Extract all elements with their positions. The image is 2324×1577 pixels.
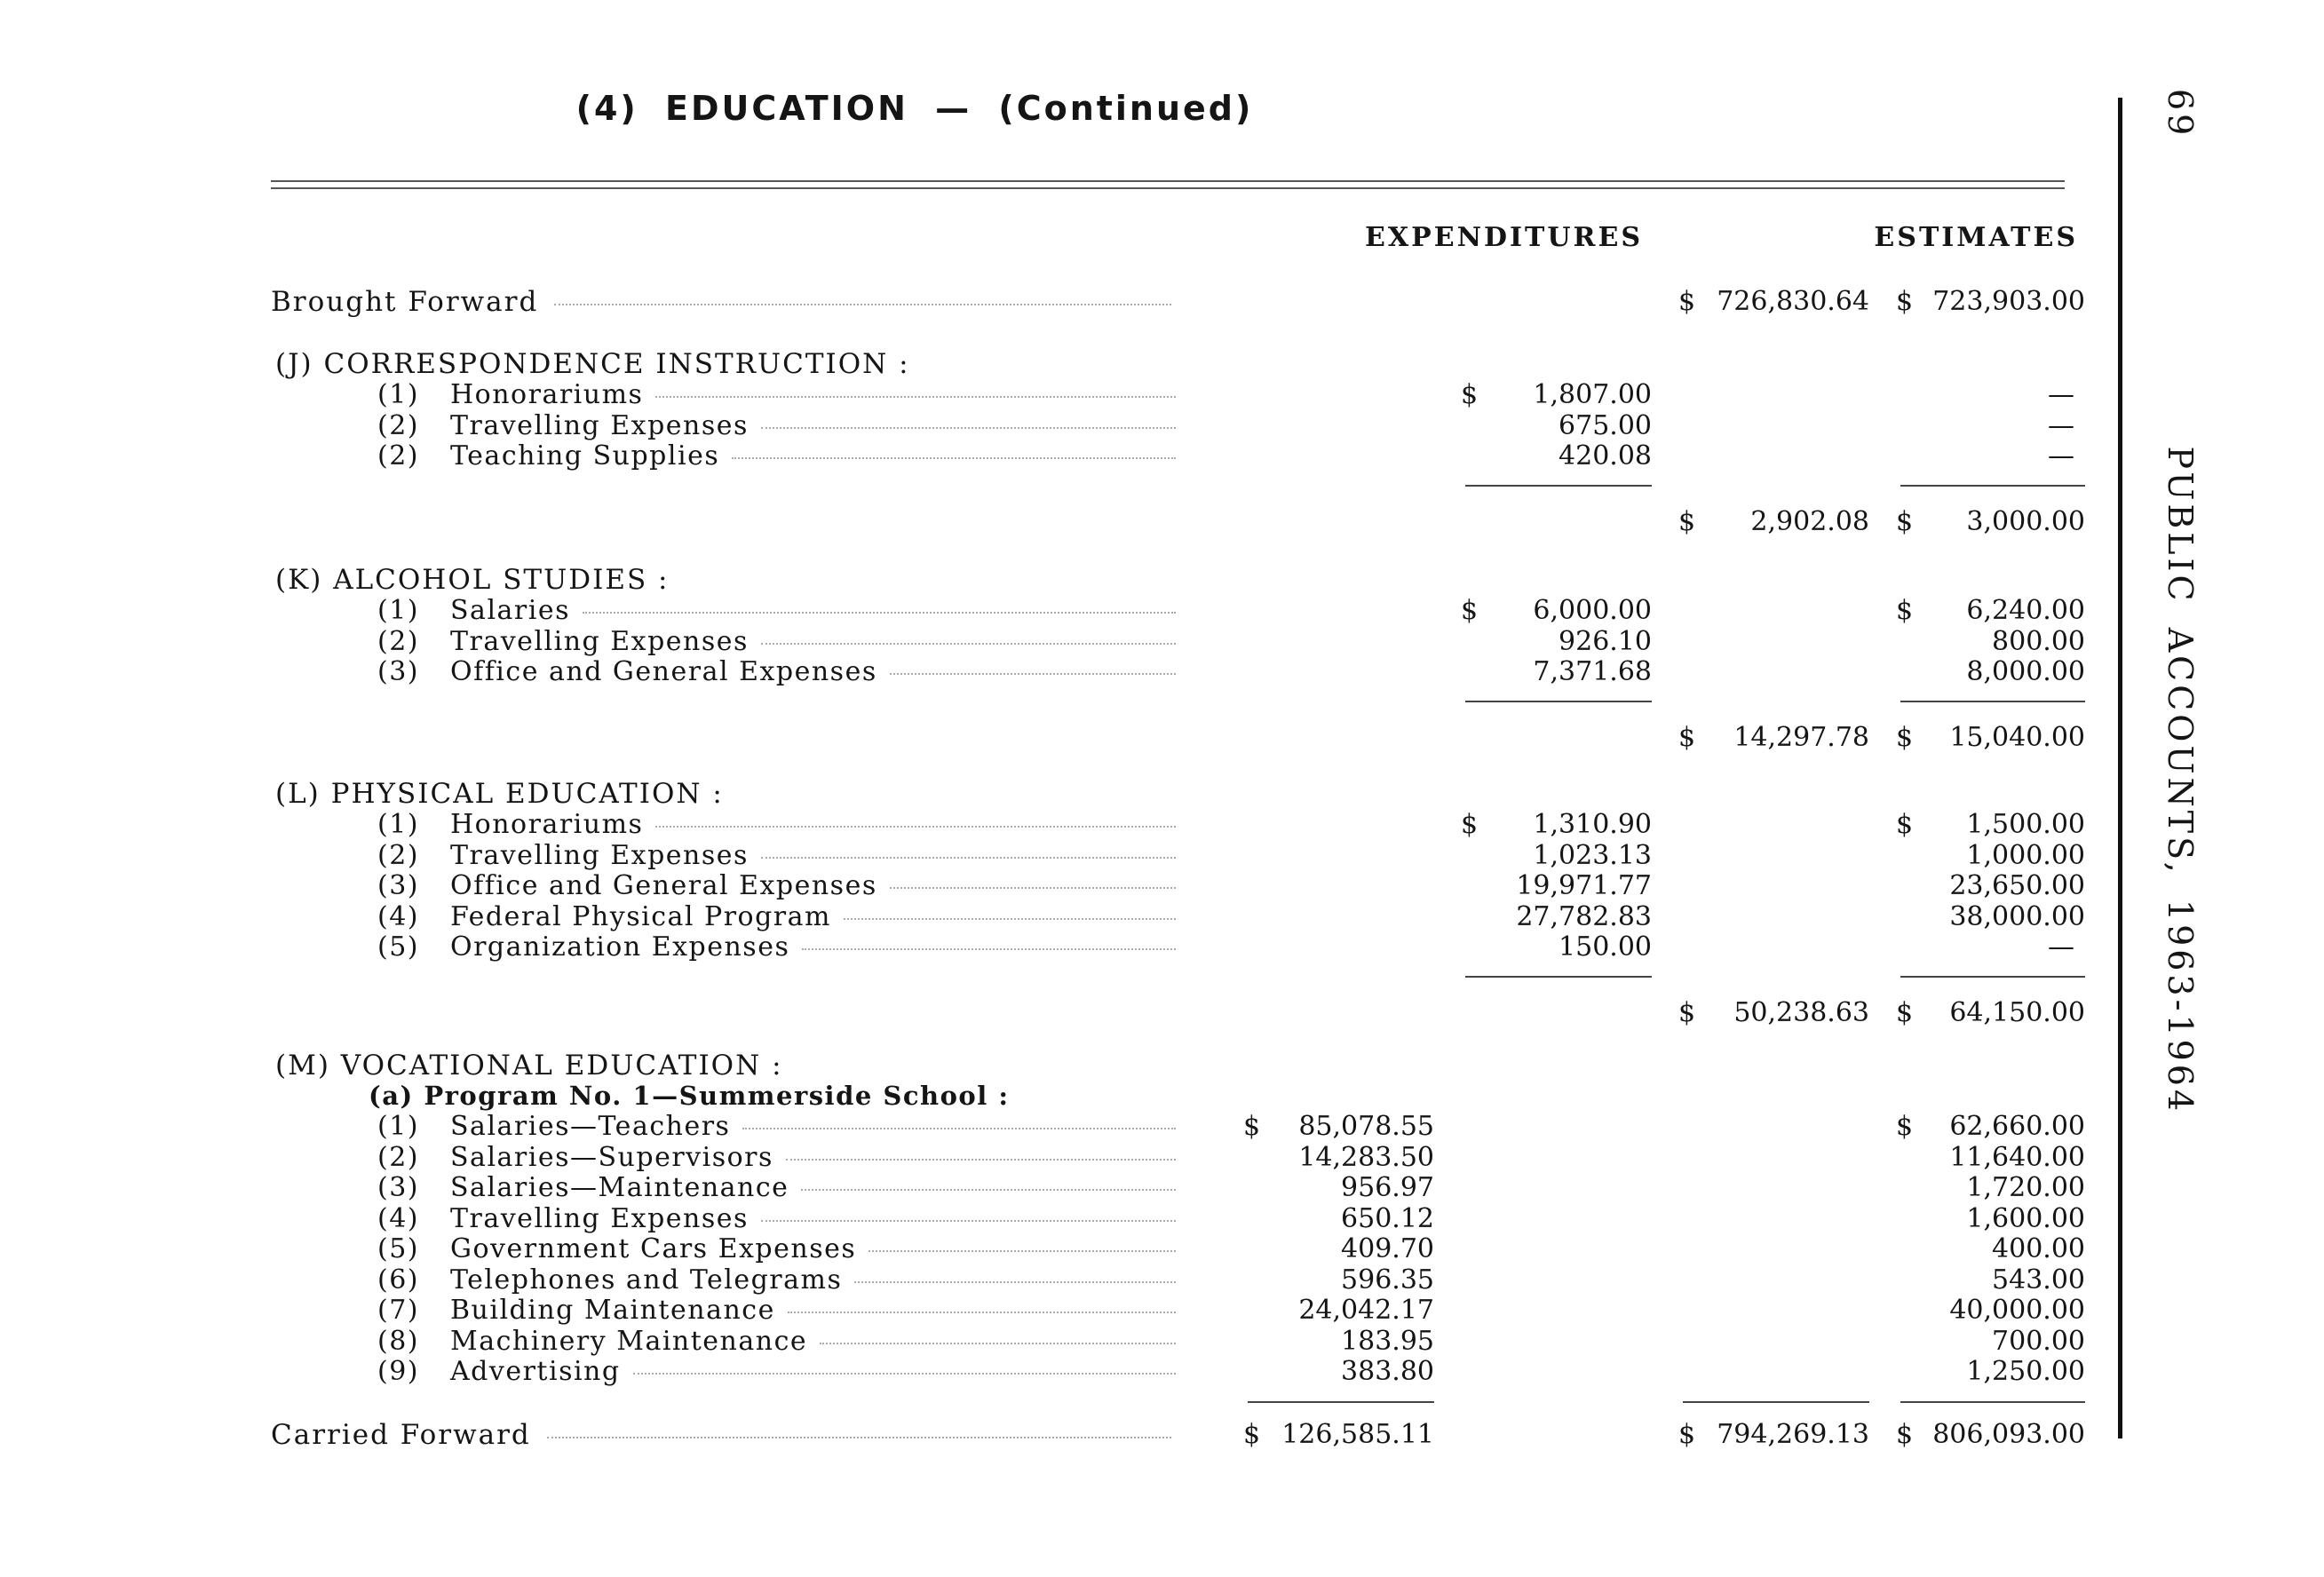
currency-sign: $	[1896, 506, 1914, 537]
item-label: Advertising	[450, 1356, 621, 1387]
leader-dots	[890, 887, 1176, 889]
line-amount: 1,023.13	[1533, 840, 1652, 871]
line-estimate: 6,240.00	[1966, 595, 2085, 626]
total-rule	[1900, 701, 2085, 702]
label-row	[377, 1109, 1181, 1145]
currency-sign: $	[1461, 809, 1479, 840]
section-estimate-total: 3,000.00	[1966, 506, 2085, 537]
currency-sign: $	[1243, 1111, 1261, 1142]
currency-sign: $	[1896, 286, 1914, 317]
total-rule	[1465, 976, 1652, 978]
leader-dots	[844, 918, 1176, 920]
item-label: Honorariums	[450, 809, 644, 840]
item-number: (4)	[377, 901, 419, 932]
line-estimate: 40,000.00	[1949, 1295, 2085, 1326]
running-header-text: PUBLIC ACCOUNTS, 1963-1964	[2161, 446, 2200, 1115]
line-item-label	[377, 654, 1181, 690]
line-amount: 7,371.68	[1533, 656, 1652, 687]
section-total: 14,297.78	[1733, 722, 1869, 753]
item-number: (2)	[377, 840, 419, 871]
item-number: (1)	[377, 379, 419, 410]
item-label: Travelling Expenses	[450, 410, 749, 441]
header-rule	[271, 180, 2065, 182]
carried-forward-estimate: 806,093.00	[1932, 1419, 2085, 1450]
leader-dots	[761, 857, 1176, 859]
leader-dots	[869, 1250, 1176, 1252]
item-label: Government Cars Expenses	[450, 1233, 857, 1264]
item-number: (3)	[377, 656, 419, 687]
line-amount: 27,782.83	[1516, 901, 1652, 932]
line-item-label	[377, 930, 1181, 965]
item-number: (3)	[377, 1172, 419, 1203]
leader-dots	[655, 396, 1176, 398]
label-row	[377, 654, 1181, 690]
total-rule	[1683, 1401, 1869, 1403]
item-number: (2)	[377, 410, 419, 441]
line-amount: 383.80	[1341, 1356, 1434, 1387]
total-rule	[1900, 976, 2085, 978]
currency-sign: $	[1678, 1419, 1696, 1450]
line-amount: 956.97	[1341, 1172, 1434, 1203]
item-number: (9)	[377, 1356, 419, 1387]
leader-dots	[633, 1373, 1176, 1375]
label-row	[377, 868, 1181, 904]
line-item-label	[377, 439, 1181, 474]
line-estimate: 800.00	[1992, 626, 2085, 657]
section-estimate-total: 15,040.00	[1949, 722, 2085, 753]
line-estimate: 400.00	[1992, 1233, 2085, 1264]
item-label: Telephones and Telegrams	[450, 1264, 843, 1296]
leader-dots	[554, 304, 1171, 305]
leader-dots	[761, 1220, 1176, 1222]
column-header-expenditures: EXPENDITURES	[1365, 222, 1643, 253]
item-number: (1)	[377, 809, 419, 840]
line-estimate: 1,500.00	[1966, 809, 2085, 840]
line-amount: 150.00	[1559, 931, 1652, 963]
line-amount: 420.08	[1559, 440, 1652, 472]
section-heading: (K) ALCOHOL STUDIES :	[275, 564, 670, 596]
label-row	[377, 1232, 1181, 1267]
currency-sign: $	[1461, 595, 1479, 626]
line-amount: 183.95	[1341, 1326, 1434, 1357]
line-estimate: 1,720.00	[1966, 1172, 2085, 1203]
line-amount: 24,042.17	[1298, 1295, 1434, 1326]
item-label: Travelling Expenses	[450, 840, 749, 871]
section-heading: (M) VOCATIONAL EDUCATION :	[275, 1050, 783, 1082]
label-row	[377, 1354, 1181, 1390]
label-row	[377, 1293, 1181, 1328]
line-estimate: —	[2048, 379, 2074, 410]
item-number: (7)	[377, 1295, 419, 1326]
currency-sign: $	[1896, 809, 1914, 840]
line-estimate: 700.00	[1992, 1326, 2085, 1357]
carried-forward-total: 794,269.13	[1717, 1419, 1869, 1450]
currency-sign: $	[1896, 997, 1914, 1028]
label-row	[377, 930, 1181, 965]
item-number: (3)	[377, 870, 419, 901]
leader-dots	[801, 1189, 1176, 1191]
line-estimate: —	[2048, 440, 2074, 472]
line-item-label	[377, 1354, 1181, 1390]
leader-dots	[583, 612, 1176, 614]
leader-dots	[655, 826, 1176, 828]
item-number: (2)	[377, 1142, 419, 1173]
line-amount: 6,000.00	[1533, 595, 1652, 626]
leader-dots	[742, 1128, 1176, 1129]
line-item-label	[377, 868, 1181, 904]
line-amount: 14,283.50	[1298, 1142, 1434, 1173]
currency-sign: $	[1678, 997, 1696, 1028]
leader-dots	[732, 457, 1176, 459]
line-item-label	[377, 1170, 1181, 1206]
total-rule	[1465, 701, 1652, 702]
line-item-label	[377, 377, 1181, 413]
section-total: 50,238.63	[1733, 997, 1869, 1028]
label-row	[377, 1170, 1181, 1206]
margin-rule	[2118, 98, 2122, 1438]
item-label: Salaries	[450, 595, 571, 626]
leader-dots	[820, 1343, 1176, 1344]
leader-dots	[802, 948, 1176, 950]
currency-sign: $	[1896, 1419, 1914, 1450]
item-number: (5)	[377, 931, 419, 963]
leader-dots	[761, 643, 1176, 645]
section-heading: (L) PHYSICAL EDUCATION :	[275, 778, 724, 810]
item-number: (8)	[377, 1326, 419, 1357]
page-title: (4) EDUCATION — (Continued)	[575, 89, 1254, 128]
total-rule	[1248, 1401, 1434, 1403]
leader-dots	[854, 1281, 1176, 1283]
line-amount: 1,807.00	[1533, 379, 1652, 410]
currency-sign: $	[1896, 595, 1914, 626]
leader-dots	[788, 1312, 1176, 1313]
line-item-label	[377, 1109, 1181, 1145]
section-heading: (J) CORRESPONDENCE INSTRUCTION :	[275, 348, 910, 380]
line-estimate: —	[2048, 931, 2074, 963]
line-estimate: 23,650.00	[1949, 870, 2085, 901]
line-amount: 409.70	[1341, 1233, 1434, 1264]
item-label: Honorariums	[450, 379, 644, 410]
carried-forward-label	[271, 1417, 1177, 1453]
item-number: (4)	[377, 1203, 419, 1234]
item-label: Machinery Maintenance	[450, 1326, 808, 1357]
line-item-label	[377, 1293, 1181, 1328]
label-row	[377, 439, 1181, 474]
line-estimate: 8,000.00	[1966, 656, 2085, 687]
program-heading: (a) Program No. 1—Summerside School :	[369, 1081, 1010, 1111]
brought-forward-label	[271, 284, 1177, 320]
item-number: (2)	[377, 440, 419, 472]
currency-sign: $	[1461, 379, 1479, 410]
item-label: Travelling Expenses	[450, 1203, 749, 1234]
item-label: Salaries—Teachers	[450, 1111, 731, 1142]
line-estimate: 62,660.00	[1949, 1111, 2085, 1142]
currency-sign: $	[1896, 722, 1914, 753]
line-estimate: 1,600.00	[1966, 1203, 2085, 1234]
line-amount: 85,078.55	[1298, 1111, 1434, 1142]
item-label: Salaries—Supervisors	[450, 1142, 773, 1173]
running-header	[2146, 89, 2200, 1119]
section-estimate-total: 64,150.00	[1949, 997, 2085, 1028]
line-estimate: —	[2048, 410, 2074, 441]
carried-forward-text: Carried Forward	[271, 1419, 531, 1451]
section-total: 2,902.08	[1750, 506, 1869, 537]
line-estimate: 543.00	[1992, 1264, 2085, 1296]
line-amount: 596.35	[1341, 1264, 1434, 1296]
line-amount: 675.00	[1559, 410, 1652, 441]
line-item-label	[377, 1232, 1181, 1267]
leader-dots	[786, 1159, 1176, 1161]
label-row	[377, 807, 1181, 843]
brought-forward-total: 726,830.64	[1717, 286, 1869, 317]
currency-sign: $	[1678, 722, 1696, 753]
item-label: Organization Expenses	[450, 931, 790, 963]
column-header-estimates: ESTIMATES	[1874, 222, 2078, 253]
leader-dots	[761, 427, 1176, 429]
brought-forward-estimate: 723,903.00	[1932, 286, 2085, 317]
line-item-label	[377, 593, 1181, 629]
item-label: Federal Physical Program	[450, 901, 831, 932]
item-label: Building Maintenance	[450, 1295, 775, 1326]
line-amount: 1,310.90	[1533, 809, 1652, 840]
leader-dots	[547, 1437, 1171, 1438]
item-number: (1)	[377, 595, 419, 626]
item-number: (6)	[377, 1264, 419, 1296]
line-estimate: 1,000.00	[1966, 840, 2085, 871]
line-estimate: 38,000.00	[1949, 901, 2085, 932]
line-item-label	[377, 807, 1181, 843]
label-row	[377, 377, 1181, 413]
item-label: Travelling Expenses	[450, 626, 749, 657]
total-rule	[1900, 485, 2085, 487]
leader-dots	[890, 673, 1176, 675]
page-number: 69	[2161, 89, 2200, 139]
header-rule	[271, 187, 2065, 189]
item-label: Office and General Expenses	[450, 870, 877, 901]
currency-sign: $	[1678, 506, 1696, 537]
line-amount: 926.10	[1559, 626, 1652, 657]
item-number: (2)	[377, 626, 419, 657]
line-estimate: 1,250.00	[1966, 1356, 2085, 1387]
brought-forward-text: Brought Forward	[271, 286, 539, 318]
item-label: Office and General Expenses	[450, 656, 877, 687]
label-row	[377, 593, 1181, 629]
currency-sign: $	[1678, 286, 1696, 317]
item-label: Teaching Supplies	[450, 440, 720, 472]
line-amount: 19,971.77	[1516, 870, 1652, 901]
total-rule	[1465, 485, 1652, 487]
currency-sign: $	[1896, 1111, 1914, 1142]
currency-sign: $	[1243, 1419, 1261, 1450]
carried-forward-program-total: 126,585.11	[1281, 1419, 1434, 1450]
line-amount: 650.12	[1341, 1203, 1434, 1234]
total-rule	[1900, 1401, 2085, 1403]
line-estimate: 11,640.00	[1949, 1142, 2085, 1173]
item-number: (1)	[377, 1111, 419, 1142]
item-label: Salaries—Maintenance	[450, 1172, 789, 1203]
item-number: (5)	[377, 1233, 419, 1264]
